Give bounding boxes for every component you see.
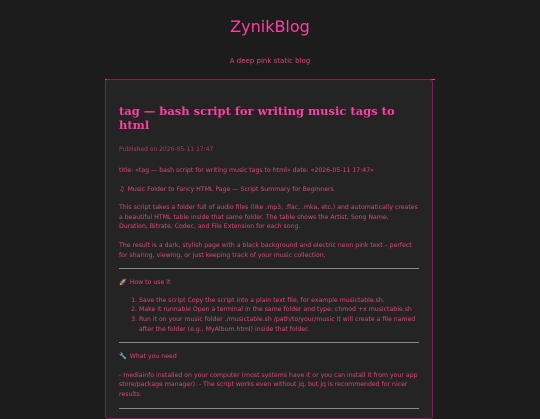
post-title: tag — bash script for writing music tags to html	[119, 104, 395, 132]
result-paragraph: The result is a dark, stylish page with a black background and electric neon pink text – perfect for sharing, viewing, or just keeping track of your music collection.	[119, 241, 412, 259]
post-card	[105, 79, 433, 419]
section-divider	[119, 342, 419, 343]
list-item: 2. Make it runnable Open a terminal in the same folder and type: chmod +x musictable.sh	[139, 305, 419, 315]
need-heading	[119, 352, 419, 362]
wrench-icon: 🔧	[119, 353, 127, 361]
site-header	[0, 0, 540, 80]
section-divider	[119, 408, 419, 409]
need-heading-text: What you need	[129, 353, 177, 361]
front-matter-text: title: «tag — bash script for writing music tags to html» date: «2026-05-11 17:47»	[119, 167, 374, 174]
need-paragraph: - mediainfo installed on your computer (most systems have it or you can install it from your app store/package manager). - The script works even without jq, but jq is recommended for nicer results.	[119, 371, 418, 398]
summary-heading	[119, 185, 419, 195]
post-date: Published on 2026-05-11 17:47	[119, 146, 214, 153]
site-tagline: A deep pink static blog	[229, 57, 311, 65]
howto-heading-text: How to use it	[129, 279, 171, 287]
howto-heading	[119, 278, 419, 288]
site-title[interactable]: ZynikBlog	[230, 17, 310, 36]
list-item: 3. Run it on your music folder ./musictable.sh /path/to/your/music It will create a file named after the folder (e.g., MyAlbum.html) inside that folder.	[139, 315, 419, 334]
summary-heading-text: Music Folder to Fancy HTML Page — Script Summary for Beginners	[127, 185, 334, 193]
list-item: 1. Save the script Copy the script into a plain text file, for example musictable.sh.	[139, 296, 419, 306]
music-note-icon: ♫	[119, 185, 125, 193]
howto-steps-list	[119, 296, 419, 334]
section-divider	[119, 268, 419, 269]
intro-paragraph: This script takes a folder full of audio files (like .mp3, .flac, .mka, etc.) and automatically creates a beautiful HTML table inside that same folder. The table shows the Artist, Song Name, Duration, Bitrate, Codec, and File Extension for each song.	[119, 204, 418, 231]
rocket-icon: 🚀	[119, 279, 127, 287]
